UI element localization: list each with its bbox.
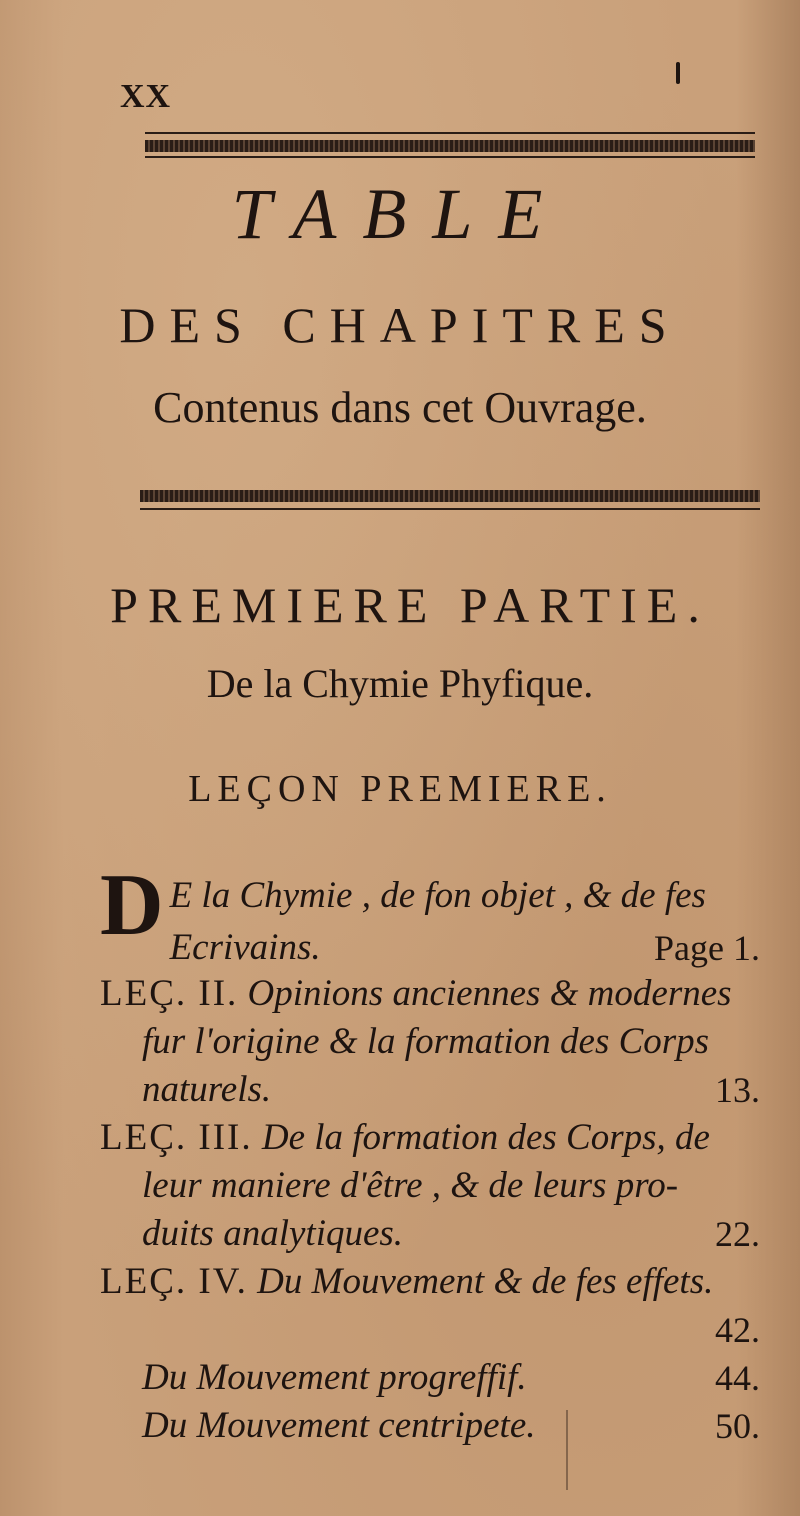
chapter-entry <box>100 857 760 970</box>
entry-text-line: Du Mouvement centripete. <box>142 1405 536 1446</box>
ink-mark <box>676 62 680 84</box>
entry-text-line: De la formation des Corps, de <box>261 1117 710 1158</box>
entry-page-number <box>654 924 760 972</box>
lecon-label: LEÇ. II. <box>100 973 239 1014</box>
chapter-entry <box>100 1402 760 1450</box>
entry-text-line: Du Mouvement progreffif. <box>142 1357 527 1398</box>
entry-page-number: 44. <box>715 1358 760 1398</box>
part-subheading: De la Chymie Phyfique. <box>206 661 594 706</box>
middle-rule-thin <box>140 508 760 510</box>
entry-page-number: 50. <box>715 1406 760 1446</box>
drop-capital: D <box>100 857 164 954</box>
title-des-chapitres: DES CHAPITRES <box>119 297 681 353</box>
entry-text-line: fur l'origine & la formation des Corps <box>142 1021 710 1062</box>
entry-text-line: Ecrivains. <box>169 927 321 968</box>
lecon-heading: LEÇON PREMIERE. <box>188 768 612 810</box>
entry-text-line: Du Mouvement & de fes effets. <box>257 1261 714 1302</box>
page-signature: XX <box>120 78 172 115</box>
chapter-entry <box>100 1354 760 1402</box>
chapter-entry <box>100 1258 760 1354</box>
chapter-entry <box>100 970 760 1114</box>
chapter-entry <box>100 1114 760 1258</box>
top-rule-hatched <box>145 140 755 152</box>
entry-text-line: Opinions anciennes & modernes <box>247 973 732 1014</box>
entry-text-line: duits analytiques. <box>142 1213 404 1254</box>
paper-crease <box>566 1410 568 1490</box>
middle-rule-hatched <box>140 490 760 502</box>
entry-page-number: 22. <box>715 1214 760 1254</box>
lecon-label: LEÇ. IV. <box>100 1261 248 1302</box>
entry-text-line: naturels. <box>142 1069 272 1110</box>
top-rule-thin <box>145 132 755 134</box>
entry-page-number: 42. <box>715 1310 760 1350</box>
entry-text-line: E la Chymie , de fon objet , & de fes <box>169 875 706 916</box>
lecon-label: LEÇ. III. <box>100 1117 253 1158</box>
entry-text-line: leur maniere d'être , & de leurs pro- <box>142 1165 679 1206</box>
top-rule-bottom <box>145 156 755 158</box>
chapter-entries <box>100 857 760 1450</box>
page-value: 1. <box>733 928 760 968</box>
part-heading: PREMIERE PARTIE. <box>110 577 710 633</box>
title-table: TABLE <box>231 174 569 254</box>
entry-page-number: 13. <box>715 1070 760 1110</box>
title-contenus: Contenus dans cet Ouvrage. <box>153 383 647 432</box>
page-label: Page <box>654 928 724 968</box>
